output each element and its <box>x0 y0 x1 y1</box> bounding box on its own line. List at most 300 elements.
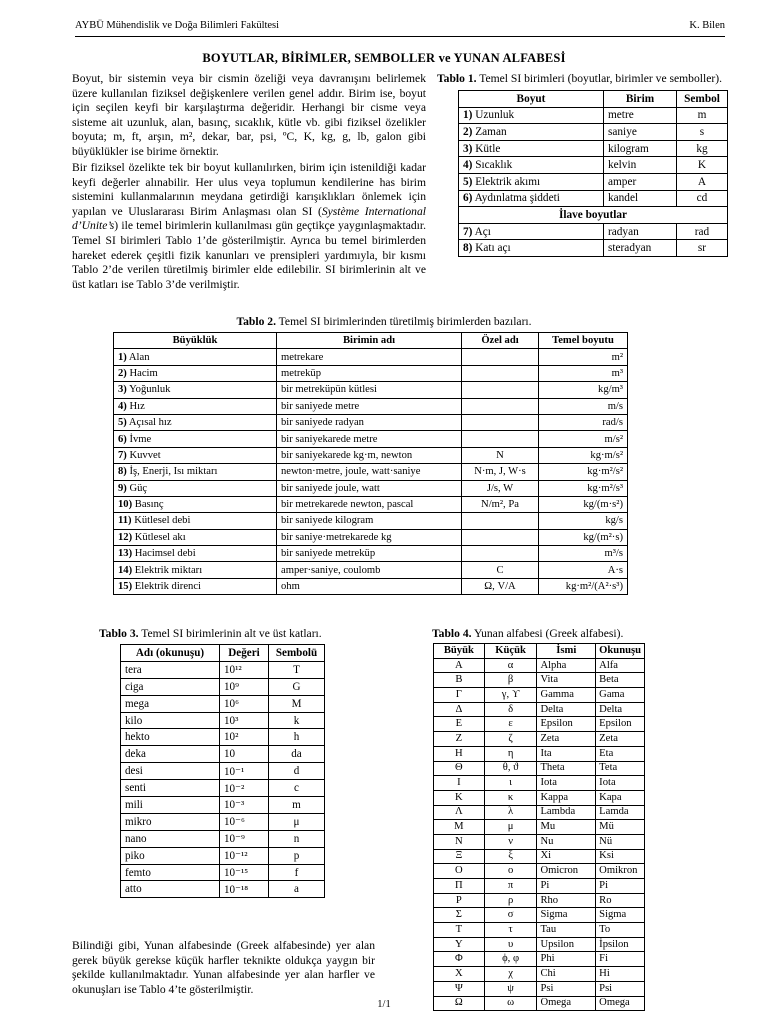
row-number: 14) <box>118 564 133 576</box>
table4-pronunciation-cell: Fi <box>596 952 645 967</box>
table2-base-dimension-cell: kg·m²/(A²·s³) <box>539 578 628 594</box>
table1-boyut-cell <box>459 157 604 174</box>
table1-row <box>459 140 728 157</box>
table1 <box>458 90 728 257</box>
table4-name-cell: Chi <box>537 967 596 982</box>
table4-row <box>434 761 645 776</box>
table1-caption <box>437 72 737 85</box>
table4-body <box>434 658 645 1011</box>
table4-row <box>434 717 645 732</box>
table2-row <box>114 431 628 447</box>
table1-birim-cell: kandel <box>604 190 677 207</box>
quantity-label: Elektrik direnci <box>134 581 201 593</box>
table3-prefix-name-cell: femto <box>121 864 220 881</box>
table3-symbol-cell: a <box>269 881 325 898</box>
table4-uppercase-cell: Ξ <box>434 849 485 864</box>
table4-pronunciation-cell: Kapa <box>596 790 645 805</box>
table4-pronunciation-cell: Zeta <box>596 732 645 747</box>
table1-header-cell: Sembol <box>677 91 728 108</box>
table4-pronunciation-cell: To <box>596 923 645 938</box>
table1-boyut-cell <box>459 240 604 257</box>
row-number: 10) <box>118 499 133 511</box>
table4-lowercase-cell: α <box>484 658 537 673</box>
table4-lowercase-cell: ρ <box>484 893 537 908</box>
table4-uppercase-cell: Φ <box>434 952 485 967</box>
table2-quantity-cell <box>114 562 277 578</box>
table1-row <box>459 107 728 124</box>
table3-header-cell: Sembolü <box>269 645 325 662</box>
table2-row <box>114 529 628 545</box>
table4-lowercase-cell: ζ <box>484 732 537 747</box>
table2-body <box>114 349 628 595</box>
row-number: 6) <box>118 433 127 445</box>
table3-row <box>121 729 325 746</box>
table2-unit-name-cell: bir saniye·metrekarede kg <box>277 529 462 545</box>
table1-row <box>459 124 728 141</box>
table2-base-dimension-cell: m² <box>539 349 628 365</box>
table4-name-cell: Lambda <box>537 805 596 820</box>
table4-name-cell: Mu <box>537 820 596 835</box>
table2-header-cell: Büyüklük <box>114 333 277 349</box>
table2-unit-name-cell: bir metreküpün kütlesi <box>277 382 462 398</box>
table4-header-cell: Büyük <box>434 644 485 659</box>
table3-symbol-cell: n <box>269 830 325 847</box>
table4-name-cell: Psi <box>537 981 596 996</box>
table3-value-cell: 10⁶ <box>220 695 269 712</box>
table2-base-dimension-cell: kg/(m·s²) <box>539 496 628 512</box>
table2-row <box>114 578 628 594</box>
table2 <box>113 332 628 595</box>
table4-name-cell: Upsilon <box>537 937 596 952</box>
table1-birim-cell: radyan <box>604 223 677 240</box>
quantity-label: Açısal hız <box>128 417 172 429</box>
table1-birim-cell: steradyan <box>604 240 677 257</box>
table2-quantity-cell <box>114 480 277 496</box>
table1-extra-header-row <box>459 207 728 224</box>
table3-row <box>121 746 325 763</box>
row-number: 5) <box>118 417 127 429</box>
table4-row <box>434 820 645 835</box>
quantity-label: Basınç <box>134 499 164 511</box>
table4-uppercase-cell: Ρ <box>434 893 485 908</box>
table3-value-cell: 10⁻¹ <box>220 763 269 780</box>
table4-pronunciation-cell: Iota <box>596 776 645 791</box>
table4-row <box>434 864 645 879</box>
table1-sembol-cell: s <box>677 124 728 141</box>
table1-sembol-cell: cd <box>677 190 728 207</box>
table4-row <box>434 908 645 923</box>
row-number: 9) <box>118 482 127 494</box>
row-number: 8) <box>118 466 127 478</box>
table2-unit-name-cell: bir saniyekarede metre <box>277 431 462 447</box>
header-institution: AYBÜ Mühendislik ve Doğa Bilimleri Fakültesi <box>75 20 280 31</box>
table2-unit-name-cell: amper·saniye, coulomb <box>277 562 462 578</box>
table4-row <box>434 805 645 820</box>
header-author: K. Bilen <box>689 20 725 31</box>
table4-row <box>434 688 645 703</box>
table3-row <box>121 881 325 898</box>
table3-header-cell: Değeri <box>220 645 269 662</box>
table1-boyut-cell <box>459 173 604 190</box>
row-number: 4) <box>463 159 473 172</box>
intro-paragraph-2-start: Bir fiziksel özelikte tek bir boyut kullanılırken, birim için istenildiği kadar keyfi değerler alınabilir. Her ulus veya toplumun kendilerine has birim sistemini kullanmalarının meydana getirdiği karışıklıkları önlemek için yapılan ve Uluslararası Birim Anlaşması olan SI ( <box>72 161 426 218</box>
table3-value-cell: 10 <box>220 746 269 763</box>
table2-base-dimension-cell: kg/(m²·s) <box>539 529 628 545</box>
row-number: 13) <box>118 548 133 560</box>
page-number: 1/1 <box>377 999 391 1010</box>
table2-quantity-cell <box>114 513 277 529</box>
table2-base-dimension-cell: rad/s <box>539 414 628 430</box>
table3-row <box>121 678 325 695</box>
boyut-label: Zaman <box>475 125 507 138</box>
table2-row <box>114 480 628 496</box>
table2-row <box>114 382 628 398</box>
table4-lowercase-cell: ω <box>484 996 537 1011</box>
table2-base-dimension-cell: m³ <box>539 365 628 381</box>
table3-prefix-name-cell: hekto <box>121 729 220 746</box>
table3-prefix-name-cell: senti <box>121 780 220 797</box>
table2-special-name-cell: N <box>462 447 539 463</box>
table1-sembol-cell: A <box>677 173 728 190</box>
table2-caption <box>0 315 768 328</box>
table4-pronunciation-cell: Lamda <box>596 805 645 820</box>
table1-boyut-cell <box>459 223 604 240</box>
table2-quantity-cell <box>114 414 277 430</box>
document-title: BOYUTLAR, BİRİMLER, SEMBOLLER ve YUNAN ALFABESİ <box>202 51 566 65</box>
table2-caption-label: Tablo 2. <box>236 315 276 328</box>
table1-birim-cell: kilogram <box>604 140 677 157</box>
quantity-label: Yoğunluk <box>129 384 171 396</box>
table4-header-cell: İsmi <box>537 644 596 659</box>
row-number: 6) <box>463 192 473 205</box>
table2-special-name-cell <box>462 431 539 447</box>
table2-unit-name-cell: ohm <box>277 578 462 594</box>
table1-birim-cell: amper <box>604 173 677 190</box>
table4-name-cell: Ita <box>537 746 596 761</box>
table1-caption-text: Temel SI birimleri (boyutlar, birimler ve semboller). <box>476 72 722 85</box>
table2-caption-text: Temel SI birimlerinden türetilmiş birimlerden bazıları. <box>275 315 532 328</box>
table3-row <box>121 712 325 729</box>
table4-uppercase-cell: Μ <box>434 820 485 835</box>
table4-row <box>434 879 645 894</box>
boyut-label: Elektrik akımı <box>475 175 541 188</box>
table4-lowercase-cell: μ <box>484 820 537 835</box>
table2-quantity-cell <box>114 349 277 365</box>
table4-uppercase-cell: Ε <box>434 717 485 732</box>
table3-prefix-name-cell: tera <box>121 661 220 678</box>
row-number: 7) <box>463 225 473 238</box>
table4-pronunciation-cell: İpsilon <box>596 937 645 952</box>
table3-caption <box>99 627 399 640</box>
table4-row <box>434 937 645 952</box>
row-number: 3) <box>118 384 127 396</box>
table4-name-cell: Theta <box>537 761 596 776</box>
table4-lowercase-cell: κ <box>484 790 537 805</box>
table3-value-cell: 10⁻³ <box>220 797 269 814</box>
row-number: 1) <box>463 109 473 122</box>
table4-row <box>434 776 645 791</box>
table4-lowercase-cell: θ, ϑ <box>484 761 537 776</box>
table1-boyut-cell <box>459 107 604 124</box>
table1-birim-cell: saniye <box>604 124 677 141</box>
outro-paragraph: Bilindiği gibi, Yunan alfabesinde (Greek alfabesinde) yer alan gerek büyük gerekse küçük harfler teknikte oldukça yaygın bir şekilde kullanılmaktadır. Yunan alfabesinde yer alan harfler ve okunuşları ise Tablo 4’te gösterilmiştir. <box>72 939 375 996</box>
table4-name-cell: Sigma <box>537 908 596 923</box>
table2-row <box>114 513 628 529</box>
table4-pronunciation-cell: Eta <box>596 746 645 761</box>
table4-lowercase-cell: χ <box>484 967 537 982</box>
table4-row <box>434 746 645 761</box>
table2-special-name-cell <box>462 349 539 365</box>
table1-birim-cell: metre <box>604 107 677 124</box>
table1-sembol-cell: m <box>677 107 728 124</box>
table1-row <box>459 240 728 257</box>
table2-quantity-cell <box>114 546 277 562</box>
table4-pronunciation-cell: Pi <box>596 879 645 894</box>
table3-symbol-cell: μ <box>269 813 325 830</box>
table2-quantity-cell <box>114 431 277 447</box>
table4-row <box>434 790 645 805</box>
table4-name-cell: Xi <box>537 849 596 864</box>
table4-row <box>434 923 645 938</box>
table3-row <box>121 830 325 847</box>
table4-lowercase-cell: δ <box>484 702 537 717</box>
boyut-label: Sıcaklık <box>475 159 513 172</box>
table2-quantity-cell <box>114 464 277 480</box>
intro-paragraph-2-end: ) ile temel birimlerin kullanılması gün geçtikçe yaygınlaşmaktadır. Temel SI birimleri Tablo 1’de gösterilmiştir. Ayrıca bu temel birimlerden hareket ederek çeşitli fizik kanunları ve prensipleri yardımıyla, bir kısmı Tablo 2’de verilen türetilmiş birimler elde edilebilir. SI birimlerinin alt ve üst katları ise Tablo 3’de verilmiştir. <box>72 219 426 291</box>
table1-row <box>459 223 728 240</box>
table2-special-name-cell <box>462 398 539 414</box>
table1-body <box>459 107 728 256</box>
table4 <box>433 643 645 1011</box>
table4-row <box>434 702 645 717</box>
table2-special-name-cell <box>462 513 539 529</box>
table4-name-cell: Phi <box>537 952 596 967</box>
table4-uppercase-cell: Θ <box>434 761 485 776</box>
table4-uppercase-cell: Γ <box>434 688 485 703</box>
table4-uppercase-cell: Ν <box>434 834 485 849</box>
intro-paragraph-2 <box>72 161 426 292</box>
table4-uppercase-cell: Β <box>434 673 485 688</box>
table2-row <box>114 546 628 562</box>
table3-symbol-cell: T <box>269 661 325 678</box>
table4-lowercase-cell: β <box>484 673 537 688</box>
table2-special-name-cell <box>462 529 539 545</box>
table3-value-cell: 10¹² <box>220 661 269 678</box>
table3-header-row <box>121 645 325 662</box>
table3-prefix-name-cell: deka <box>121 746 220 763</box>
quantity-label: İş, Enerji, Isı miktarı <box>129 466 218 478</box>
table3-value-cell: 10⁻² <box>220 780 269 797</box>
table3-row <box>121 864 325 881</box>
table2-row <box>114 398 628 414</box>
table4-lowercase-cell: ι <box>484 776 537 791</box>
table2-row <box>114 562 628 578</box>
table4-uppercase-cell: Κ <box>434 790 485 805</box>
table2-row <box>114 464 628 480</box>
table4-uppercase-cell: Ι <box>434 776 485 791</box>
table4-row <box>434 834 645 849</box>
row-number: 4) <box>118 400 127 412</box>
quantity-label: Kütlesel debi <box>134 515 191 527</box>
table4-lowercase-cell: σ <box>484 908 537 923</box>
table3-symbol-cell: da <box>269 746 325 763</box>
table4-name-cell: Gamma <box>537 688 596 703</box>
table4-caption-label: Tablo 4. <box>432 627 472 640</box>
table1-header-cell: Boyut <box>459 91 604 108</box>
table2-unit-name-cell: bir saniyede kilogram <box>277 513 462 529</box>
table2-quantity-cell <box>114 496 277 512</box>
table4-pronunciation-cell: Nü <box>596 834 645 849</box>
table4-pronunciation-cell: Delta <box>596 702 645 717</box>
table1-row <box>459 173 728 190</box>
table4-pronunciation-cell: Gama <box>596 688 645 703</box>
table4-uppercase-cell: Ζ <box>434 732 485 747</box>
table4-row <box>434 673 645 688</box>
table3-prefix-name-cell: desi <box>121 763 220 780</box>
table4-lowercase-cell: τ <box>484 923 537 938</box>
table3-header-cell: Adı (okunuşu) <box>121 645 220 662</box>
table4-row <box>434 967 645 982</box>
table3-value-cell: 10⁻¹⁵ <box>220 864 269 881</box>
table1-sembol-cell: K <box>677 157 728 174</box>
table2-quantity-cell <box>114 382 277 398</box>
table4-lowercase-cell: ξ <box>484 849 537 864</box>
table4-pronunciation-cell: Beta <box>596 673 645 688</box>
row-number: 11) <box>118 515 132 527</box>
table2-base-dimension-cell: kg·m²/s³ <box>539 480 628 496</box>
table4-name-cell: Epsilon <box>537 717 596 732</box>
table4-uppercase-cell: Α <box>434 658 485 673</box>
table1-sembol-cell: sr <box>677 240 728 257</box>
table4-lowercase-cell: λ <box>484 805 537 820</box>
table2-special-name-cell <box>462 382 539 398</box>
table4-pronunciation-cell: Sigma <box>596 908 645 923</box>
table3-symbol-cell: M <box>269 695 325 712</box>
table2-special-name-cell: Ω, V/A <box>462 578 539 594</box>
table4-uppercase-cell: Υ <box>434 937 485 952</box>
table2-special-name-cell: N/m², Pa <box>462 496 539 512</box>
table2-header-row <box>114 333 628 349</box>
table4-pronunciation-cell: Omega <box>596 996 645 1011</box>
quantity-label: İvme <box>129 433 152 445</box>
table4-pronunciation-cell: Psi <box>596 981 645 996</box>
table4-name-cell: Omega <box>537 996 596 1011</box>
row-number: 7) <box>118 449 127 461</box>
table2-quantity-cell <box>114 365 277 381</box>
table2-quantity-cell <box>114 398 277 414</box>
table4-uppercase-cell: Π <box>434 879 485 894</box>
quantity-label: Hacimsel debi <box>134 548 196 560</box>
table1-caption-label: Tablo 1. <box>437 72 477 85</box>
table4-uppercase-cell: Τ <box>434 923 485 938</box>
table3-symbol-cell: f <box>269 864 325 881</box>
table1-header-cell: Birim <box>604 91 677 108</box>
boyut-label: Aydınlatma şiddeti <box>474 192 560 205</box>
table3 <box>120 644 325 898</box>
table2-row <box>114 447 628 463</box>
row-number: 12) <box>118 531 133 543</box>
table4-uppercase-cell: Λ <box>434 805 485 820</box>
table4-uppercase-cell: Ψ <box>434 981 485 996</box>
table2-quantity-cell <box>114 447 277 463</box>
table2-header-cell: Birimin adı <box>277 333 462 349</box>
table4-name-cell: Vita <box>537 673 596 688</box>
table1-boyut-cell <box>459 190 604 207</box>
table3-symbol-cell: c <box>269 780 325 797</box>
table3-symbol-cell: G <box>269 678 325 695</box>
table3-row <box>121 763 325 780</box>
table2-unit-name-cell: bir saniyede radyan <box>277 414 462 430</box>
table4-uppercase-cell: Ο <box>434 864 485 879</box>
table3-value-cell: 10³ <box>220 712 269 729</box>
table1-boyut-cell <box>459 124 604 141</box>
boyut-label: Katı açı <box>475 242 511 255</box>
table2-unit-name-cell: newton·metre, joule, watt·saniye <box>277 464 462 480</box>
intro-paragraph-2-italic: Système International d’Unite’s <box>72 204 426 233</box>
table4-header-row <box>434 644 645 659</box>
table3-symbol-cell: h <box>269 729 325 746</box>
table4-pronunciation-cell: Ksi <box>596 849 645 864</box>
table2-base-dimension-cell: kg·m²/s² <box>539 464 628 480</box>
table4-header-cell: Okunuşu <box>596 644 645 659</box>
table3-prefix-name-cell: mikro <box>121 813 220 830</box>
table4-row <box>434 849 645 864</box>
table4-name-cell: Zeta <box>537 732 596 747</box>
boyut-label: Kütle <box>475 142 501 155</box>
table3-row <box>121 780 325 797</box>
quantity-label: Elektrik miktarı <box>134 564 203 576</box>
table2-base-dimension-cell: kg/s <box>539 513 628 529</box>
table3-value-cell: 10⁻¹⁸ <box>220 881 269 898</box>
table1-sembol-cell: kg <box>677 140 728 157</box>
table3-value-cell: 10⁻⁹ <box>220 830 269 847</box>
table2-special-name-cell <box>462 365 539 381</box>
quantity-label: Hacim <box>129 367 158 379</box>
quantity-label: Hız <box>129 400 145 412</box>
table3-row <box>121 661 325 678</box>
row-number: 1) <box>118 351 127 363</box>
table4-row <box>434 658 645 673</box>
table2-special-name-cell: J/s, W <box>462 480 539 496</box>
table2-row <box>114 414 628 430</box>
table4-lowercase-cell: ψ <box>484 981 537 996</box>
table4-pronunciation-cell: Mü <box>596 820 645 835</box>
table4-row <box>434 732 645 747</box>
table4-lowercase-cell: ν <box>484 834 537 849</box>
row-number: 15) <box>118 581 133 593</box>
table1-extra-header: İlave boyutlar <box>459 207 728 224</box>
table4-caption-text: Yunan alfabesi (Greek alfabesi). <box>471 627 624 640</box>
table3-row <box>121 695 325 712</box>
table2-special-name-cell <box>462 546 539 562</box>
table4-uppercase-cell: Χ <box>434 967 485 982</box>
row-number: 8) <box>463 242 473 255</box>
table4-name-cell: Tau <box>537 923 596 938</box>
table4-row <box>434 952 645 967</box>
quantity-label: Kütlesel akı <box>134 531 186 543</box>
table4-name-cell: Alpha <box>537 658 596 673</box>
table4-pronunciation-cell: Alfa <box>596 658 645 673</box>
table3-row <box>121 797 325 814</box>
table1-sembol-cell: rad <box>677 223 728 240</box>
table4-lowercase-cell: η <box>484 746 537 761</box>
table2-unit-name-cell: bir saniyekarede kg·m, newton <box>277 447 462 463</box>
table4-caption <box>432 627 732 640</box>
table2-quantity-cell <box>114 578 277 594</box>
table4-header-cell: Küçük <box>484 644 537 659</box>
table2-header-cell: Temel boyutu <box>539 333 628 349</box>
boyut-label: Uzunluk <box>475 109 515 122</box>
